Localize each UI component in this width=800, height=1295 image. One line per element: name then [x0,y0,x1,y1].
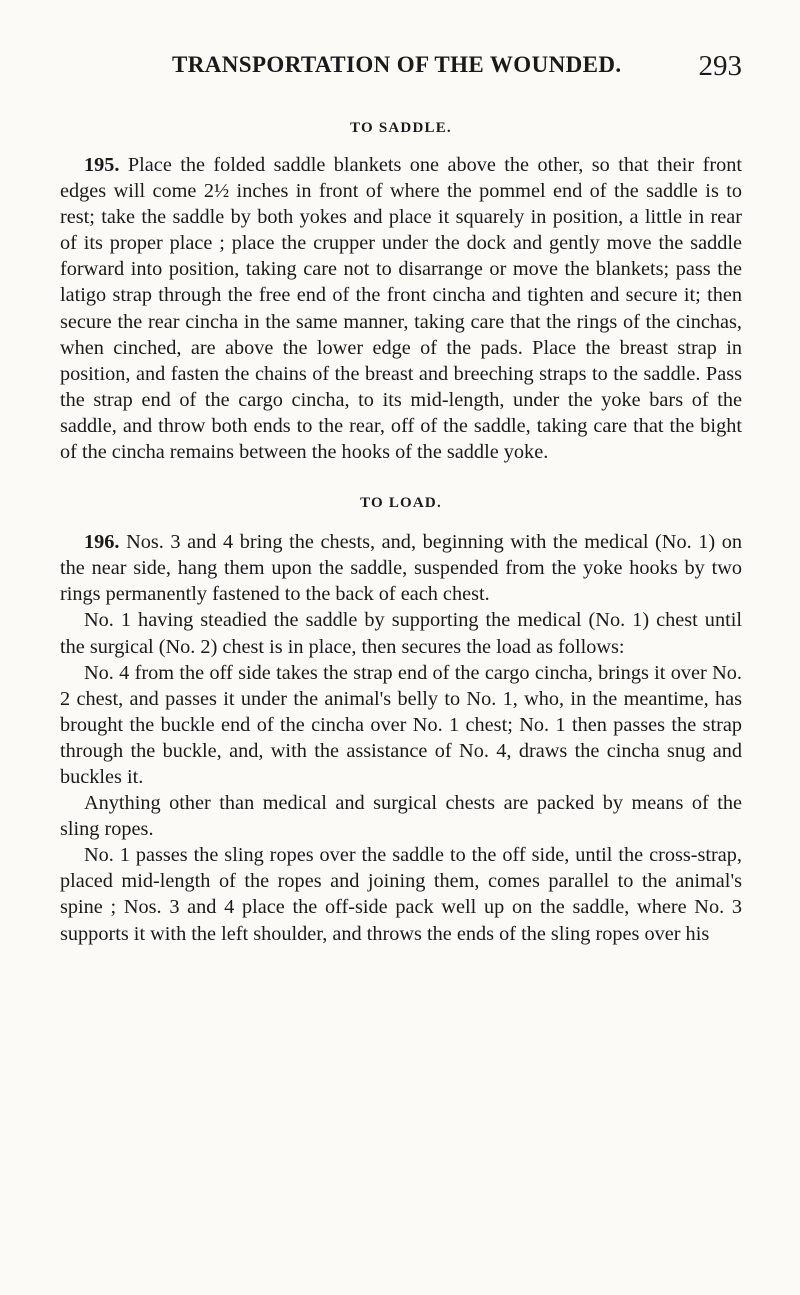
section-heading-to-saddle: TO SADDLE. [350,120,452,136]
running-title: TRANSPORTATION OF THE WOUNDED. [172,52,622,77]
section-heading-to-load: TO LOAD. [360,495,442,512]
page-number: 293 [698,50,742,82]
paragraph-text: Nos. 3 and 4 bring the chests, and, beginning with the medical (No. 1) on the near side, hang them upon the saddle, suspended from the yoke hooks by two rings permanently fastened to the back of each chest. [60,531,742,606]
paragraph-number: 196. [84,531,120,554]
book-page [60,0,742,947]
paragraph-195 [60,152,742,465]
paragraph: No. 4 from the off side takes the strap end of the cargo cincha, brings it over No. 2 chest, and passes it under the animal's belly to No. 1, who, in the meantime, has brought the buckle end of the cincha over No. 1 chest; No. 1 then passes the strap through the buckle, and, with the assistance of No. 4, draws the cincha snug and buckles it. [60,661,742,788]
running-header [60,0,742,80]
paragraph: No. 1 passes the sling ropes over the saddle to the off side, until the cross-strap, placed mid-length of the ropes and joining them, comes parallel to the animal's spine ; Nos. 3 and 4 place the off-side pack well up on the saddle, where No. 3 supports it with the left shoulder, and throws the ends of the sling ropes over his [60,844,742,945]
paragraph: Anything other than medical and surgical chests are packed by means of the sling ropes. [60,792,742,841]
paragraph-196 [60,529,742,607]
paragraph-text: Place the folded saddle blankets one above the other, so that their front edges will come 2½ inches in front of where the pommel end of the saddle is to rest; take the saddle by both yokes and place it squarely in position, a little in rear of its proper place ; place the crupper under the dock and gently move the saddle forward into position, taking care not to disarrange or move the blankets; pass the latigo strap through the free end of the front cincha and tighten and secure it; then secure the rear cincha in the same manner, taking care that the rings of the cinchas, when cinched, are above the lower edge of the pads. Place the breast strap in position, and fasten the chains of the breast and breeching straps to the saddle. Pass the strap end of the cargo cincha, to its mid-length, under the yoke bars of the saddle, and throw both ends to the rear, off of the saddle, taking care that the bight of the cincha remains between the hooks of the saddle yoke. [60,154,742,464]
paragraph-number: 195. [84,154,120,176]
paragraph: No. 1 having steadied the saddle by supporting the medical (No. 1) chest until the surgical (No. 2) chest is in place, then secures the load as follows: [60,609,742,658]
